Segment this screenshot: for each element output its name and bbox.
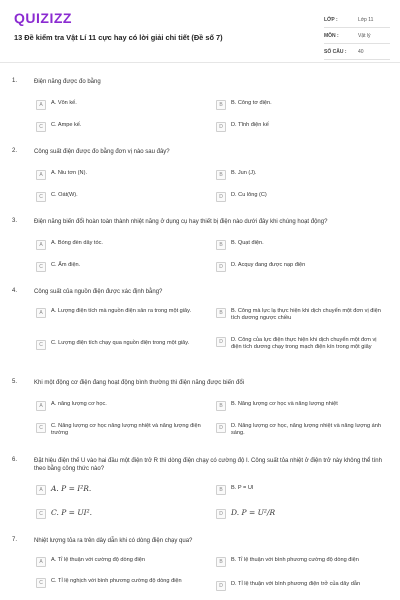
option-badge: B — [216, 100, 226, 110]
option-text: B. P = UI — [231, 485, 254, 491]
meta-value: Lớp 11 — [358, 16, 374, 23]
option-badge: D — [216, 509, 226, 519]
option-b[interactable] — [216, 100, 386, 110]
option-text: C. Ampe kế. — [51, 122, 82, 128]
option-b[interactable] — [216, 170, 386, 180]
option-badge: D — [216, 581, 226, 591]
question-text: Đặt hiệu điện thế U vào hai đầu một điện trở R thì dòng điện chạy có cường độ I. Công suất tỏa nhiệt ở điện trở này không thể tính theo bằng công thức nào? — [34, 458, 382, 472]
option-a[interactable] — [36, 170, 201, 180]
brand-logo: QUIZIZZ — [14, 10, 72, 26]
option-a[interactable] — [36, 100, 201, 110]
option-badge: C — [36, 192, 46, 202]
option-badge: C — [36, 423, 46, 433]
option-d[interactable] — [216, 192, 386, 202]
option-text: B. Công mà lực lạ thực hiện khi dịch chuyển một đơn vị điện tích dương ngược chiều — [231, 308, 381, 321]
option-d[interactable] — [216, 262, 386, 272]
option-text: D. Acquy đang được nạp điện — [231, 262, 306, 268]
option-c[interactable] — [36, 578, 201, 588]
document-title: 13 Đề kiểm tra Vật Lí 11 cực hay có lời giải chi tiết (Đề số 7) — [14, 33, 223, 42]
option-badge: C — [36, 340, 46, 350]
option-text: A. Lượng điện tích mà nguồn điện sản ra trong một giây. — [51, 308, 192, 314]
option-text: C. Oát(W). — [51, 192, 78, 198]
option-badge: B — [216, 240, 226, 250]
option-badge: D — [216, 423, 226, 433]
option-a[interactable] — [36, 308, 201, 318]
option-d[interactable] — [216, 581, 386, 591]
question-number: 5. — [12, 379, 18, 385]
option-b[interactable] — [216, 240, 386, 250]
question-text: Nhiệt lượng tỏa ra trên dây dẫn khi có dòng điện chạy qua? — [34, 538, 193, 544]
option-text: C. Tỉ lệ nghịch với bình phương cường độ dòng điện — [51, 578, 182, 584]
option-badge: A — [36, 170, 46, 180]
meta-info — [324, 12, 390, 60]
option-a[interactable] — [36, 240, 201, 250]
option-d[interactable] — [216, 337, 386, 351]
question-number: 2. — [12, 148, 18, 154]
option-text: B. Jun (J). — [231, 170, 257, 176]
meta-row-count — [324, 44, 390, 60]
option-badge: B — [216, 170, 226, 180]
option-d[interactable] — [216, 122, 386, 132]
option-d[interactable] — [216, 509, 386, 519]
option-c[interactable] — [36, 509, 201, 519]
option-badge: B — [216, 485, 226, 495]
option-text: B. Công tơ điện. — [231, 100, 272, 106]
option-formula: D. P = U²/R — [231, 508, 276, 517]
question-text: Khi một động cơ điện đang hoạt động bình thường thì điện năng được biến đổi — [34, 380, 244, 386]
option-b[interactable] — [216, 557, 386, 567]
option-badge: D — [216, 192, 226, 202]
option-text: A. Tỉ lệ thuận với cường độ dòng điện — [51, 557, 146, 563]
option-badge: C — [36, 122, 46, 132]
option-c[interactable] — [36, 340, 201, 350]
option-badge: A — [36, 401, 46, 411]
meta-label: LỚP : — [324, 16, 338, 23]
meta-row-subject — [324, 28, 390, 44]
option-badge: A — [36, 240, 46, 250]
option-text: A. Vôn kế. — [51, 100, 77, 106]
option-text: C. Năng lượng cơ học năng lượng nhiệt và năng lượng điện trường — [51, 423, 201, 436]
option-badge: A — [36, 557, 46, 567]
option-badge: C — [36, 509, 46, 519]
option-badge: D — [216, 262, 226, 272]
option-badge: B — [216, 557, 226, 567]
option-text: C. Ấm điện. — [51, 262, 81, 268]
option-text: D. Năng lượng cơ học, năng lượng nhiệt và năng lượng ánh sáng. — [231, 423, 381, 436]
option-text: B. Quạt điện. — [231, 240, 264, 246]
option-a[interactable] — [36, 401, 201, 411]
option-text: D. Cu lông (C) — [231, 192, 267, 198]
option-badge: B — [216, 308, 226, 318]
question-number: 4. — [12, 288, 18, 294]
option-badge: A — [36, 308, 46, 318]
option-text: C. Lượng điện tích chạy qua nguồn điện trong một giây. — [51, 340, 190, 346]
option-text: A. năng lượng cơ học. — [51, 401, 107, 407]
option-formula: A. P = I²R. — [51, 484, 92, 493]
option-b[interactable] — [216, 401, 386, 411]
option-text: A. Niu tơn (N). — [51, 170, 87, 176]
option-c[interactable] — [36, 423, 201, 437]
meta-value: Vật lý — [358, 32, 371, 39]
question-text: Điện năng được đo bằng — [34, 79, 101, 85]
option-text: D. Công của lực điện thực hiện khi dịch chuyển một đơn vị điện tích dương chạy trong mạch điện kín trong một giây — [231, 337, 377, 350]
option-text: B. Năng lượng cơ học và năng lượng nhiệt — [231, 401, 338, 407]
option-text: D. Tĩnh điện kế — [231, 122, 269, 128]
question-number: 7. — [12, 537, 18, 543]
question-number: 3. — [12, 218, 18, 224]
option-badge: A — [36, 100, 46, 110]
option-badge: C — [36, 578, 46, 588]
option-text: A. Bóng đèn dây tóc. — [51, 240, 103, 246]
option-d[interactable] — [216, 423, 386, 437]
option-text: D. Tỉ lệ thuận với bình phương điện trở của dây dẫn — [231, 581, 361, 587]
question-text: Công suất điện được đo bằng đơn vị nào sau đây? — [34, 149, 170, 155]
option-b[interactable] — [216, 308, 386, 322]
question-number: 1. — [12, 78, 18, 84]
option-c[interactable] — [36, 122, 201, 132]
option-badge: A — [36, 485, 46, 495]
question-number: 6. — [12, 457, 18, 463]
option-c[interactable] — [36, 192, 201, 202]
meta-row-class — [324, 12, 390, 28]
option-a[interactable] — [36, 485, 201, 495]
option-c[interactable] — [36, 262, 201, 272]
option-badge: C — [36, 262, 46, 272]
document-header — [0, 0, 400, 63]
question-text: Điện năng biến đổi hoàn toàn thành nhiệt năng ở dụng cụ hay thiết bị điện nào dưới đây khi chúng hoạt động? — [34, 219, 328, 225]
option-badge: B — [216, 401, 226, 411]
option-badge: D — [216, 337, 226, 347]
option-badge: D — [216, 122, 226, 132]
option-text: B. Tỉ lệ thuận với bình phương cường độ dòng điện — [231, 557, 359, 563]
meta-value: 40 — [358, 48, 364, 55]
meta-label: SỐ CÂU : — [324, 48, 347, 55]
option-formula: C. P = UI². — [51, 508, 93, 517]
question-text: Công suất của nguồn điện được xác định bằng? — [34, 289, 163, 295]
option-b[interactable] — [216, 485, 386, 495]
option-a[interactable] — [36, 557, 201, 567]
meta-label: MÔN : — [324, 32, 339, 39]
